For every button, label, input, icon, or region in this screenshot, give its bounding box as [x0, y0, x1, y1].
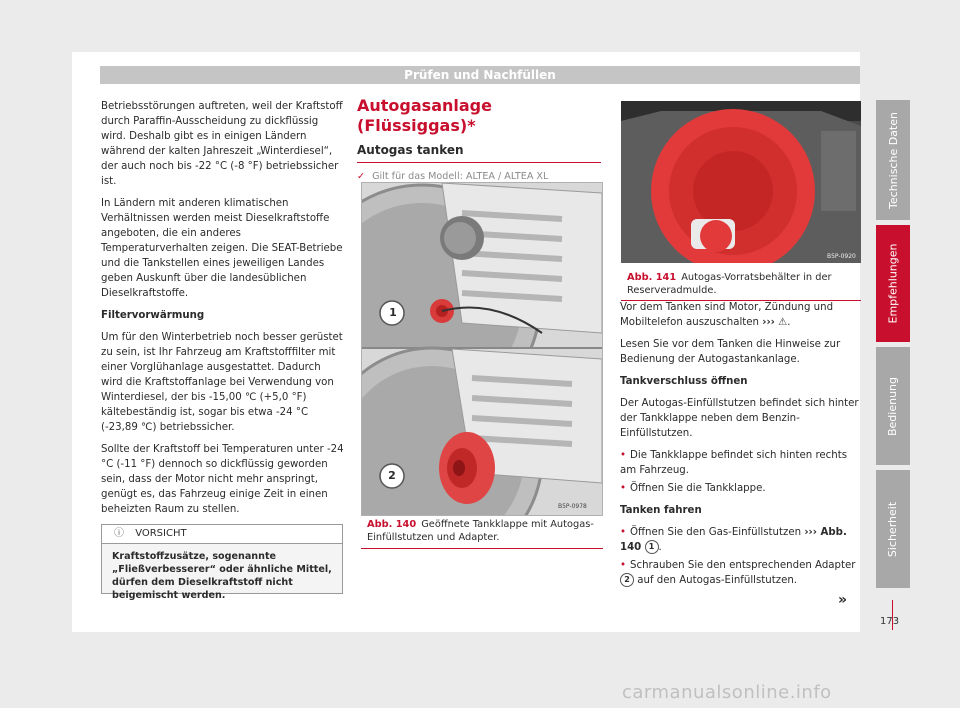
photo-code: B5P-0920 [827, 253, 856, 260]
column-right [620, 300, 860, 595]
figure-label: Abb. 141 [627, 272, 677, 283]
bullet-text: Öffnen Sie die Tankklappe. [630, 483, 766, 494]
bullet-icon: • [620, 483, 627, 494]
tab-label: Sicherheit [886, 501, 900, 557]
bullet-text: Öffnen Sie den Gas-Einfüllstutzen [630, 527, 802, 538]
figure-reference-link[interactable]: ››› Abb. 140 [620, 527, 847, 553]
caption-text: Autogas-Vorratsbehälter in der Reserveradmulde. [627, 272, 832, 296]
tab-bedienung[interactable] [876, 347, 910, 465]
watermark: carmanualsonline.info [622, 682, 832, 703]
callout-2: 2 [388, 469, 396, 482]
bullet-item [620, 558, 860, 588]
callout-number: 1 [645, 540, 659, 554]
fuel-flap-illustration [362, 183, 602, 515]
paragraph: Vor dem Tanken sind Motor, Zündung und Mobiltelefon auszuschalten ››› ⚠. [620, 302, 834, 328]
cross-reference-link[interactable]: ››› [762, 317, 775, 328]
sub-title: Autogas tanken [357, 142, 601, 163]
bullet-item: • Öffnen Sie den Gas-Einfüllstutzen ››› Abb. 140 1 . [620, 527, 847, 553]
tab-technische-daten[interactable] [876, 100, 910, 220]
caution-title-bar [102, 525, 342, 544]
subheading: Tanken fahren [620, 505, 702, 516]
bullet-text: auf den Autogas-Einfüllstutzen. [637, 575, 798, 586]
figure-140-caption [367, 518, 601, 544]
column-left [101, 99, 345, 524]
subheading: Filtervorwärmung [101, 310, 205, 321]
subheading: Tankverschluss öffnen [620, 376, 748, 387]
caption-divider [361, 548, 603, 549]
gas-tank-illustration [621, 101, 861, 263]
figure-fuel-flap [361, 182, 603, 516]
info-icon: ⓘ [114, 528, 124, 539]
model-note-text: Gilt für das Modell: ALTEA / ALTEA XL [372, 171, 549, 182]
tab-label: Empfehlungen [886, 243, 900, 324]
caution-text: Kraftstoffzusätze, sogenannte „Fließverbesserer“ oder ähnliche Mittel, dürfen dem Dieselkraftstoff nicht beigemischt werden. [112, 551, 332, 601]
figure-141-caption [627, 271, 861, 297]
figure-gas-tank-photo [621, 101, 861, 263]
bullet-item [620, 448, 860, 478]
figure-label: Abb. 140 [367, 519, 417, 530]
paragraph: Sollte der Kraftstoff bei Temperaturen unter -24 °C (-11 °F) dennoch so dickflüssig geworden sein, dass der Motor nicht mehr anspringt, genügt es, das Fahrzeug einige Zeit in einen beheizten Raum zu stellen. [101, 444, 344, 515]
paragraph-text: Vor dem Tanken sind Motor, Zündung und Mobiltelefon auszuschalten [620, 302, 834, 328]
column-middle [357, 96, 603, 183]
check-icon: ✓ [357, 171, 366, 182]
caption-text: Geöffnete Tankklappe mit Autogas-Einfüllstutzen und Adapter. [367, 519, 594, 543]
bullet-icon: • [620, 560, 627, 571]
tab-empfehlungen[interactable] [876, 225, 910, 342]
bullet-text: Schrauben Sie den entsprechenden Adapter [630, 560, 856, 571]
caution-title: VORSICHT [135, 528, 187, 539]
paragraph: Der Autogas-Einfüllstutzen befindet sich hinter der Tankklappe neben dem Benzin-Einfüllstutzen. [620, 398, 859, 439]
callout-1: 1 [389, 306, 397, 319]
bullet-text: Die Tankklappe befindet sich hinten rechts am Fahrzeug. [620, 450, 848, 476]
bullet-icon: • [620, 450, 627, 461]
page-number: 173 [880, 616, 900, 627]
figure-code: B5P-0978 [558, 503, 587, 510]
callout-number: 2 [620, 573, 634, 587]
paragraph: Betriebsstörungen auftreten, weil der Kraftstoff durch Paraffin-Ausscheidung zu dickflüssig wird. Deshalb gibt es in einigen Ländern während der kalten Jahreszeit „Winterdiesel“, der auch noch bis -22 °C (-8 °F) betriebssicher ist. [101, 101, 343, 187]
paragraph: Um für den Winterbetrieb noch besser gerüstet zu sein, ist Ihr Fahrzeug am Kraftstofffilter mit einer Vorglühanlage ausgestattet. Dadurch wird die Kraftstoffanlage bei Verwendung von Winterdiesel, der bis -15,00 ℃ (+5,0 °F) kältebeständig ist, sogar bis etwa -24 °C (-23,89 ℃) betriebssicher. [101, 332, 343, 433]
paragraph: In Ländern mit anderen klimatischen Verhältnissen werden meist Dieselkraftstoffe angeboten, die ein anderes Temperaturverhalten zeigen. Die SEAT-Betriebe und die Tankstellen eines jeweiligen Landes geben Auskunft über die landesüblichen Dieselkraftstoffe. [101, 198, 343, 299]
tab-label: Bedienung [886, 376, 900, 436]
bullet-item [620, 481, 860, 496]
tab-label: Technische Daten [886, 111, 900, 209]
paragraph: Lesen Sie vor dem Tanken die Hinweise zur Bedienung der Autogastankanlage. [620, 339, 841, 365]
page-header: Prüfen und Nachfüllen [100, 66, 860, 84]
continue-arrow-icon: » [838, 592, 848, 608]
warning-triangle-icon: ⚠ [778, 317, 788, 328]
tab-sicherheit[interactable] [876, 470, 910, 588]
bullet-icon: • [620, 527, 627, 538]
caution-box [101, 524, 343, 601]
section-title: Autogasanlage (Flüssiggas)* [357, 96, 492, 135]
